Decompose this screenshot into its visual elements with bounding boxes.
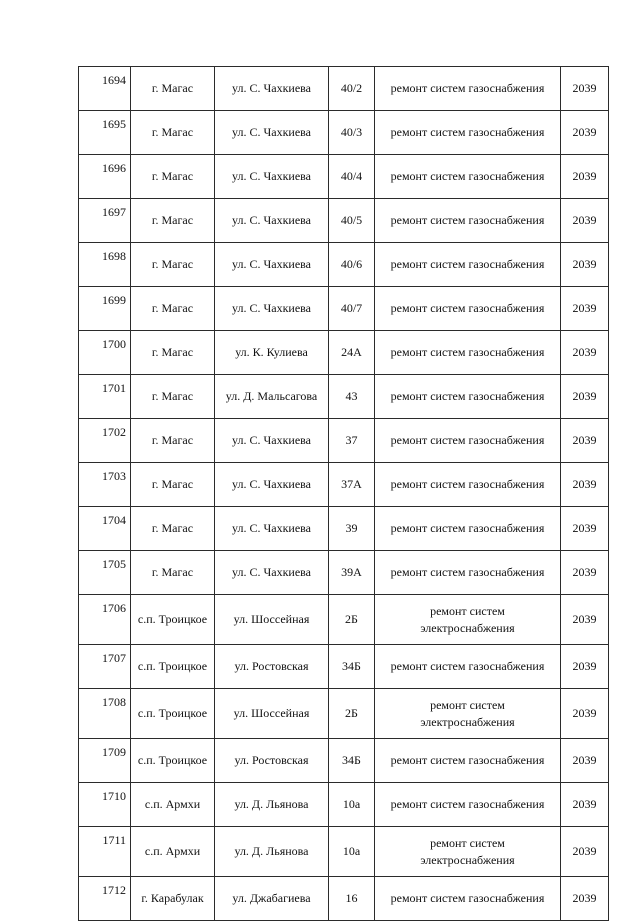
locality-cell: г. Магас [131,375,215,419]
table-row [79,155,609,199]
locality-cell: с.п. Троицкое [131,739,215,783]
work-type-cell: ремонт систем газоснабжения [375,155,561,199]
house-number-cell: 2Б [329,595,375,645]
year-cell: 2039 [561,243,609,287]
house-number-cell: 43 [329,375,375,419]
year-cell: 2039 [561,507,609,551]
house-number-cell: 40/6 [329,243,375,287]
street-cell: ул. С. Чахкиева [215,67,329,111]
table-row [79,507,609,551]
work-type-cell: ремонт систем электроснабжения [375,827,561,877]
locality-cell: г. Магас [131,419,215,463]
work-type-cell: ремонт систем газоснабжения [375,463,561,507]
street-cell: ул. С. Чахкиева [215,243,329,287]
row-number-cell: 1706 [79,595,131,645]
street-cell: ул. С. Чахкиева [215,419,329,463]
year-cell: 2039 [561,67,609,111]
year-cell: 2039 [561,287,609,331]
work-type-cell: ремонт систем газоснабжения [375,287,561,331]
row-number-cell: 1694 [79,67,131,111]
locality-cell: г. Магас [131,111,215,155]
table-row [79,111,609,155]
street-cell: ул. С. Чахкиева [215,155,329,199]
house-number-cell: 40/7 [329,287,375,331]
table-row [79,689,609,739]
house-number-cell: 34Б [329,739,375,783]
locality-cell: с.п. Троицкое [131,645,215,689]
street-cell: ул. С. Чахкиева [215,551,329,595]
table-row [79,595,609,645]
row-number-cell: 1695 [79,111,131,155]
locality-cell: г. Магас [131,331,215,375]
locality-cell: с.п. Троицкое [131,595,215,645]
street-cell: ул. К. Кулиева [215,331,329,375]
row-number-cell: 1700 [79,331,131,375]
work-type-cell: ремонт систем газоснабжения [375,243,561,287]
table-row [79,877,609,921]
year-cell: 2039 [561,827,609,877]
locality-cell: г. Магас [131,507,215,551]
house-number-cell: 40/5 [329,199,375,243]
work-type-cell: ремонт систем электроснабжения [375,689,561,739]
year-cell: 2039 [561,595,609,645]
year-cell: 2039 [561,419,609,463]
house-number-cell: 40/4 [329,155,375,199]
work-type-cell: ремонт систем газоснабжения [375,67,561,111]
table-row [79,287,609,331]
year-cell: 2039 [561,331,609,375]
row-number-cell: 1707 [79,645,131,689]
row-number-cell: 1699 [79,287,131,331]
work-type-cell: ремонт систем газоснабжения [375,111,561,155]
work-type-cell: ремонт систем газоснабжения [375,375,561,419]
street-cell: ул. Д. Льянова [215,827,329,877]
year-cell: 2039 [561,877,609,921]
locality-cell: г. Магас [131,155,215,199]
work-type-cell: ремонт систем газоснабжения [375,331,561,375]
table-row [79,463,609,507]
work-type-cell: ремонт систем газоснабжения [375,739,561,783]
house-number-cell: 10а [329,827,375,877]
table-row [79,331,609,375]
row-number-cell: 1704 [79,507,131,551]
table-row [79,243,609,287]
street-cell: ул. С. Чахкиева [215,111,329,155]
street-cell: ул. Д. Льянова [215,783,329,827]
house-number-cell: 24А [329,331,375,375]
row-number-cell: 1703 [79,463,131,507]
street-cell: ул. С. Чахкиева [215,199,329,243]
locality-cell: г. Магас [131,551,215,595]
year-cell: 2039 [561,551,609,595]
year-cell: 2039 [561,375,609,419]
row-number-cell: 1708 [79,689,131,739]
table-row [79,739,609,783]
row-number-cell: 1712 [79,877,131,921]
work-type-cell: ремонт систем газоснабжения [375,645,561,689]
row-number-cell: 1698 [79,243,131,287]
row-number-cell: 1710 [79,783,131,827]
street-cell: ул. Д. Мальсагова [215,375,329,419]
house-number-cell: 40/3 [329,111,375,155]
year-cell: 2039 [561,739,609,783]
row-number-cell: 1697 [79,199,131,243]
locality-cell: г. Магас [131,243,215,287]
house-number-cell: 39 [329,507,375,551]
work-type-cell: ремонт систем газоснабжения [375,199,561,243]
year-cell: 2039 [561,689,609,739]
street-cell: ул. Шоссейная [215,689,329,739]
register-table-body [79,67,609,921]
table-row [79,199,609,243]
row-number-cell: 1702 [79,419,131,463]
table-row [79,67,609,111]
street-cell: ул. С. Чахкиева [215,287,329,331]
work-type-cell: ремонт систем газоснабжения [375,551,561,595]
locality-cell: г. Магас [131,463,215,507]
locality-cell: г. Магас [131,199,215,243]
work-type-cell: ремонт систем электроснабжения [375,595,561,645]
year-cell: 2039 [561,645,609,689]
register-table [78,66,609,921]
year-cell: 2039 [561,111,609,155]
street-cell: ул. С. Чахкиева [215,507,329,551]
work-type-cell: ремонт систем газоснабжения [375,507,561,551]
year-cell: 2039 [561,783,609,827]
table-row [79,645,609,689]
locality-cell: с.п. Троицкое [131,689,215,739]
house-number-cell: 10а [329,783,375,827]
house-number-cell: 16 [329,877,375,921]
street-cell: ул. Шоссейная [215,595,329,645]
table-row [79,551,609,595]
table-row [79,783,609,827]
work-type-cell: ремонт систем газоснабжения [375,419,561,463]
table-row [79,375,609,419]
street-cell: ул. Ростовская [215,645,329,689]
house-number-cell: 34Б [329,645,375,689]
locality-cell: с.п. Армхи [131,783,215,827]
row-number-cell: 1701 [79,375,131,419]
street-cell: ул. С. Чахкиева [215,463,329,507]
street-cell: ул. Джабагиева [215,877,329,921]
street-cell: ул. Ростовская [215,739,329,783]
house-number-cell: 2Б [329,689,375,739]
row-number-cell: 1711 [79,827,131,877]
row-number-cell: 1705 [79,551,131,595]
locality-cell: г. Карабулак [131,877,215,921]
house-number-cell: 37А [329,463,375,507]
work-type-cell: ремонт систем газоснабжения [375,783,561,827]
table-row [79,419,609,463]
locality-cell: г. Магас [131,287,215,331]
year-cell: 2039 [561,463,609,507]
house-number-cell: 37 [329,419,375,463]
locality-cell: г. Магас [131,67,215,111]
year-cell: 2039 [561,199,609,243]
row-number-cell: 1709 [79,739,131,783]
house-number-cell: 40/2 [329,67,375,111]
house-number-cell: 39А [329,551,375,595]
row-number-cell: 1696 [79,155,131,199]
work-type-cell: ремонт систем газоснабжения [375,877,561,921]
locality-cell: с.п. Армхи [131,827,215,877]
year-cell: 2039 [561,155,609,199]
table-row [79,827,609,877]
